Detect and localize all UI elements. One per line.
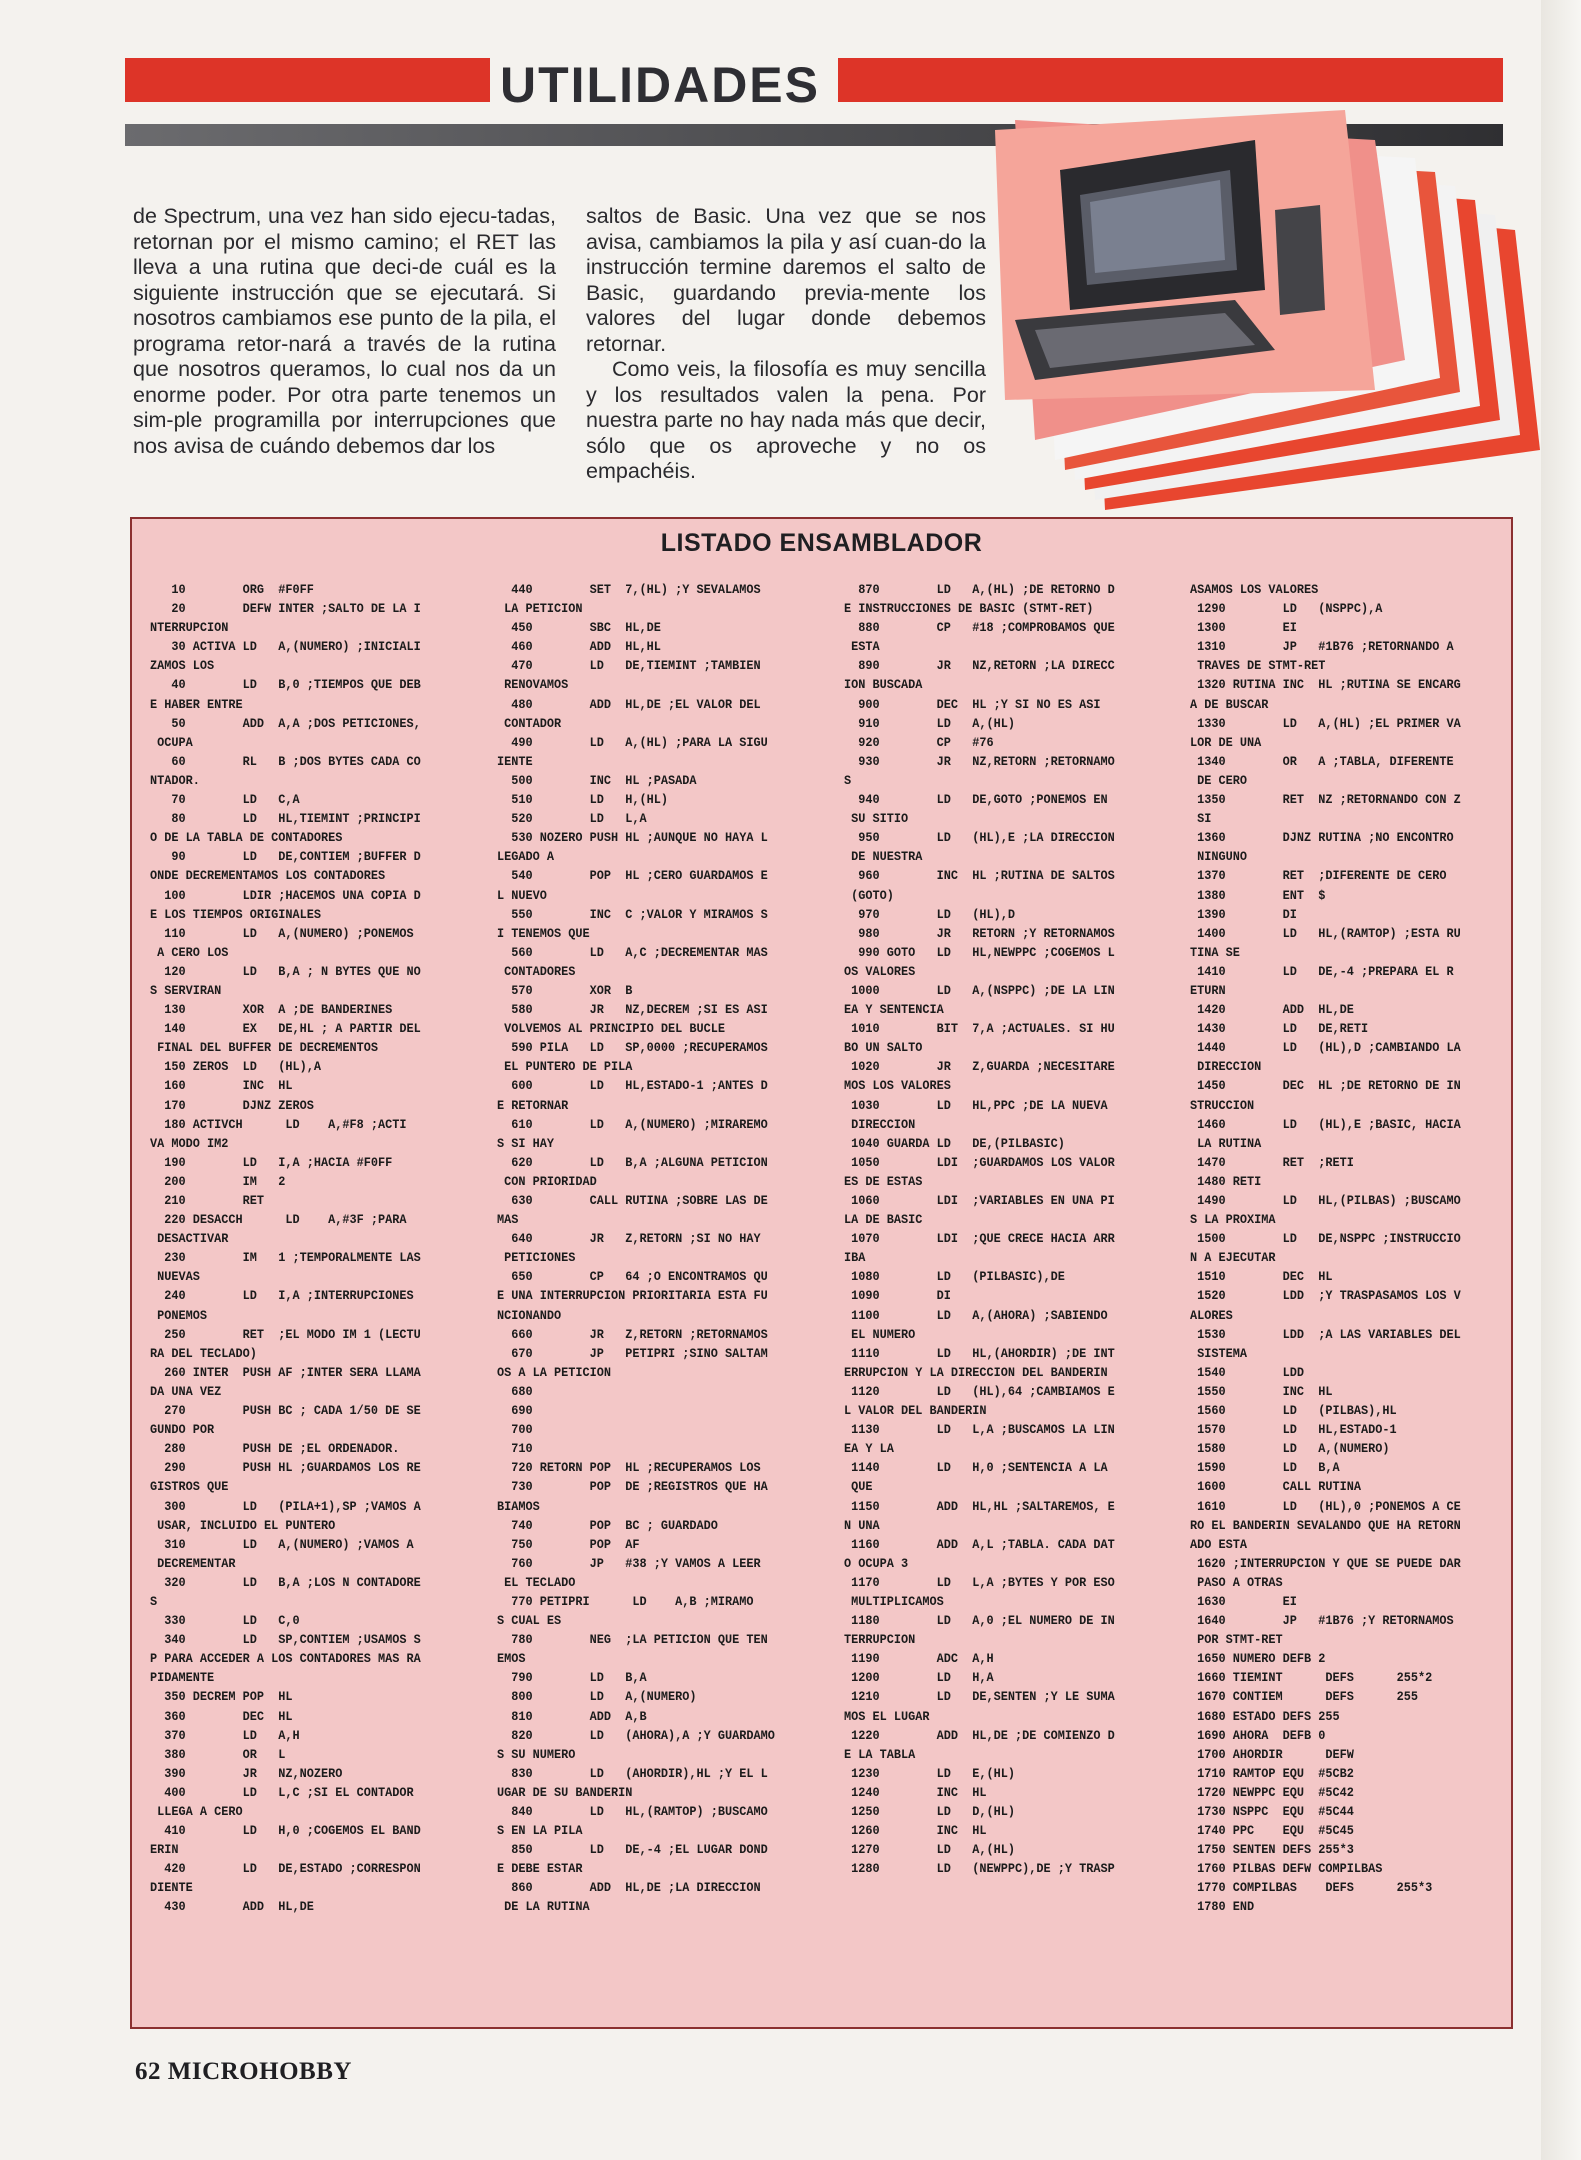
code-line: MOS LOS VALORES (844, 1079, 951, 1094)
code-line: 1300 EI (1190, 621, 1297, 636)
article-paragraph: de Spectrum, una vez han sido ejecu-tadas, retornan por el mismo camino; el RET las lleva a una rutina que deci-de cuál es la siguiente instrucción que se ejecutará. Si nosotros cambiamos ese punto de la pila, el programa retor-nará a través de la rutina que nosotros queramos, lo cual nos da un enorme poder. Por otra parte tenemos un sim-ple programilla por interrupciones que nos avisa de cuándo debemos dar los (133, 204, 556, 458)
code-line: 1270 LD A,(HL) (844, 1843, 1016, 1858)
code-line: SI (1190, 812, 1212, 827)
code-line: RA DEL TECLADO) (150, 1346, 257, 1361)
code-line: 1670 CONTIEM DEFS 255 (1190, 1690, 1419, 1705)
code-line: 350 DECREM POP HL (150, 1690, 293, 1705)
code-line: 1230 LD E,(HL) (844, 1766, 1016, 1781)
code-line: MAS (497, 1213, 519, 1228)
article-paragraph: saltos de Basic. Una vez que se nos avisa, cambiamos la pila y así cuan-do la instrucción termine daremos el salto de Basic, guardando previa-mente los valores del lugar donde debemos retornar. (586, 204, 986, 356)
code-line: ZAMOS LOS (150, 659, 215, 674)
code-line: 840 LD HL,(RAMTOP) ;BUSCAMO (497, 1805, 768, 1819)
code-line: 1650 NUMERO DEFB 2 (1190, 1652, 1326, 1667)
code-line: TERRUPCION (844, 1633, 916, 1648)
code-line: 300 LD (PILA+1),SP ;VAMOS A (150, 1499, 421, 1514)
code-line: 180 ACTIVCH LD A,#F8 ;ACTI (150, 1117, 407, 1132)
code-line: 470 LD DE,TIEMINT ;TAMBIEN (497, 659, 761, 674)
code-line: 590 PILA LD SP,0000 ;RECUPERAMOS (497, 1041, 768, 1056)
code-line: DIRECCION (844, 1117, 916, 1132)
code-line: DIRECCION (1190, 1060, 1262, 1075)
code-line: 290 PUSH HL ;GUARDAMOS LOS RE (150, 1461, 421, 1476)
code-line: 1160 ADD A,L ;TABLA. CADA DAT (844, 1537, 1115, 1552)
code-line: 1090 DI (844, 1289, 951, 1304)
listing-column-3 (844, 581, 1158, 1879)
code-line: 200 IM 2 (150, 1174, 286, 1189)
code-line: 190 LD I,A ;HACIA #F0FF (150, 1155, 393, 1170)
code-line: 1290 LD (NSPPC),A (1190, 602, 1383, 617)
code-line: A DE BUSCAR (1190, 697, 1269, 712)
code-line: ONDE DECREMENTAMOS LOS CONTADORES (150, 869, 386, 884)
code-line: 270 PUSH BC ; CADA 1/50 DE SE (150, 1404, 421, 1419)
code-line: 1600 CALL RUTINA (1190, 1480, 1362, 1495)
code-line: PONEMOS (150, 1308, 208, 1323)
code-line: S SU NUMERO (497, 1747, 576, 1762)
code-line: LOR DE UNA (1190, 735, 1262, 750)
code-line: 1520 LDD ;Y TRASPASAMOS LOS V (1190, 1289, 1461, 1304)
listing-column-4 (1190, 581, 1504, 1918)
code-line: 850 LD DE,-4 ;EL LUGAR DOND (497, 1843, 768, 1858)
code-line: P PARA ACCEDER A LOS CONTADORES MAS RA (150, 1652, 421, 1667)
code-line: 860 ADD HL,DE ;LA DIRECCION (497, 1881, 761, 1896)
code-line: S (150, 1594, 158, 1609)
code-line: 770 PETIPRI LD A,B ;MIRAMO (497, 1594, 754, 1609)
code-line: 330 LD C,0 (150, 1614, 300, 1629)
code-line: DESACTIVAR (150, 1232, 229, 1247)
code-line: 540 POP HL ;CERO GUARDAMOS E (497, 869, 768, 884)
code-line: 80 LD HL,TIEMINT ;PRINCIPI (150, 812, 421, 827)
code-line: 1740 PPC EQU #5C45 (1190, 1824, 1354, 1839)
code-line: CON PRIORIDAD (497, 1174, 597, 1189)
code-line: E HABER ENTRE (150, 697, 243, 712)
code-line: 150 ZEROS LD (HL),A (150, 1060, 322, 1075)
code-line: 730 POP DE ;REGISTROS QUE HA (497, 1480, 768, 1495)
code-line: 1320 RUTINA INC HL ;RUTINA SE ENCARG (1190, 678, 1461, 693)
code-line: 1180 LD A,0 ;EL NUMERO DE IN (844, 1614, 1115, 1629)
computer-monitor-icon (1060, 140, 1265, 310)
code-line: 500 INC HL ;PASADA (497, 773, 697, 788)
code-line: 900 DEC HL ;Y SI NO ES ASI (844, 697, 1101, 712)
code-line: NUEVAS (150, 1270, 200, 1285)
code-line: FINAL DEL BUFFER DE DECREMENTOS (150, 1041, 379, 1056)
code-line: S SI HAY (497, 1136, 555, 1151)
code-line: L VALOR DEL BANDERIN (844, 1404, 987, 1419)
code-line: 1360 DJNZ RUTINA ;NO ENCONTRO (1190, 831, 1454, 846)
code-line: TRAVES DE STMT-RET (1190, 659, 1326, 674)
code-line: 430 ADD HL,DE (150, 1900, 314, 1915)
code-line: 560 LD A,C ;DECREMENTAR MAS (497, 945, 768, 960)
code-line: A CERO LOS (150, 945, 229, 960)
code-line: 1010 BIT 7,A ;ACTUALES. SI HU (844, 1022, 1115, 1037)
code-line: OS VALORES (844, 964, 916, 979)
code-line: 1150 ADD HL,HL ;SALTAREMOS, E (844, 1499, 1115, 1514)
code-line: 260 INTER PUSH AF ;INTER SERA LLAMA (150, 1365, 421, 1380)
code-line: 40 LD B,0 ;TIEMPOS QUE DEB (150, 678, 421, 693)
code-line: 1730 NSPPC EQU #5C44 (1190, 1805, 1354, 1819)
code-line: SU SITIO (844, 812, 909, 827)
code-line: 1200 LD H,A (844, 1671, 994, 1686)
code-line: 580 JR NZ,DECREM ;SI ES ASI (497, 1003, 768, 1018)
code-line: CONTADORES (497, 964, 576, 979)
code-line: 1470 RET ;RETI (1190, 1155, 1354, 1170)
code-line: NCIONANDO (497, 1308, 562, 1323)
code-line: ADO ESTA (1190, 1537, 1248, 1552)
code-line: 1640 JP #1B76 ;Y RETORNAMOS (1190, 1614, 1454, 1629)
code-line: 870 LD A,(HL) ;DE RETORNO D (844, 583, 1115, 597)
code-line: 650 CP 64 ;O ENCONTRAMOS QU (497, 1270, 768, 1285)
code-line: TINA SE (1190, 945, 1240, 960)
code-line: POR STMT-RET (1190, 1633, 1283, 1648)
code-line: (GOTO) (844, 888, 894, 903)
code-line: 1280 LD (NEWPPC),DE ;Y TRASP (844, 1862, 1115, 1877)
code-line: 1580 LD A,(NUMERO) (1190, 1442, 1390, 1457)
code-line: 1000 LD A,(NSPPC) ;DE LA LIN (844, 983, 1115, 998)
code-line: 480 ADD HL,DE ;EL VALOR DEL (497, 697, 761, 712)
code-line: 620 LD B,A ;ALGUNA PETICION (497, 1155, 768, 1170)
code-line: 1440 LD (HL),D ;CAMBIANDO LA (1190, 1041, 1461, 1056)
code-line: 1130 LD L,A ;BUSCAMOS LA LIN (844, 1423, 1115, 1438)
code-line: LA DE BASIC (844, 1213, 923, 1228)
code-line: 1720 NEWPPC EQU #5C42 (1190, 1785, 1354, 1800)
code-line: 600 LD HL,ESTADO-1 ;ANTES D (497, 1079, 768, 1094)
code-line: EMOS (497, 1652, 526, 1667)
code-line: 1310 JP #1B76 ;RETORNANDO A (1190, 640, 1454, 655)
code-line: 1400 LD HL,(RAMTOP) ;ESTA RU (1190, 926, 1461, 941)
code-line: 1550 INC HL (1190, 1384, 1333, 1399)
code-line: 1240 INC HL (844, 1785, 987, 1800)
code-line: 370 LD A,H (150, 1728, 300, 1743)
code-line: 960 INC HL ;RUTINA DE SALTOS (844, 869, 1115, 884)
listing-box (130, 517, 1513, 2029)
code-line: 1460 LD (HL),E ;BASIC, HACIA (1190, 1117, 1461, 1132)
code-line: 1690 AHORA DEFB 0 (1190, 1728, 1326, 1743)
code-line: 220 DESACCH LD A,#3F ;PARA (150, 1213, 407, 1228)
code-line: ION BUSCADA (844, 678, 923, 693)
code-line: 120 LD B,A ; N BYTES QUE NO (150, 964, 421, 979)
code-line: IBA (844, 1251, 866, 1266)
article-column-2 (586, 204, 986, 485)
code-line: 750 POP AF (497, 1537, 640, 1552)
code-line: E LA TABLA (844, 1747, 916, 1762)
code-line: S (844, 773, 852, 788)
code-line: 1250 LD D,(HL) (844, 1805, 1016, 1819)
code-line: 1190 ADC A,H (844, 1652, 994, 1667)
article-column-1 (133, 204, 556, 459)
code-line: ETURN (1190, 983, 1226, 998)
code-line: I TENEMOS QUE (497, 926, 590, 941)
code-line: 830 LD (AHORDIR),HL ;Y EL L (497, 1766, 768, 1781)
code-line: EA Y LA (844, 1442, 894, 1457)
code-line: 520 LD L,A (497, 812, 647, 827)
code-line: DIENTE (150, 1881, 193, 1896)
code-line: 1530 LDD ;A LAS VARIABLES DEL (1190, 1327, 1461, 1342)
code-line: BIAMOS (497, 1499, 540, 1514)
code-line: 400 LD L,C ;SI EL CONTADOR (150, 1785, 414, 1800)
code-line: USAR, INCLUIDO EL PUNTERO (150, 1518, 336, 1533)
header-red-bar-left (125, 58, 490, 102)
code-line: UGAR DE SU BANDERIN (497, 1785, 633, 1800)
code-line: 340 LD SP,CONTIEM ;USAMOS S (150, 1633, 421, 1648)
code-line: 1630 EI (1190, 1594, 1297, 1609)
code-line: 1340 OR A ;TABLA, DIFERENTE (1190, 754, 1454, 769)
code-line: 1410 LD DE,-4 ;PREPARA EL R (1190, 964, 1454, 979)
code-line: 1390 DI (1190, 907, 1297, 922)
code-line: 690 (497, 1404, 533, 1419)
code-line: 890 JR NZ,RETORN ;LA DIRECC (844, 659, 1115, 674)
code-line: 930 JR NZ,RETORN ;RETORNAMO (844, 754, 1115, 769)
code-line: 940 LD DE,GOTO ;PONEMOS EN (844, 793, 1108, 808)
code-line: 1070 LDI ;QUE CRECE HACIA ARR (844, 1232, 1115, 1247)
code-line: 460 ADD HL,HL (497, 640, 661, 655)
code-line: 230 IM 1 ;TEMPORALMENTE LAS (150, 1251, 421, 1266)
code-line: 680 (497, 1384, 533, 1399)
code-line: 1060 LDI ;VARIABLES EN UNA PI (844, 1194, 1115, 1208)
code-line: MULTIPLICAMOS (844, 1594, 944, 1609)
code-line: 380 OR L (150, 1747, 286, 1762)
code-line: QUE (844, 1480, 873, 1495)
code-line: 1450 DEC HL ;DE RETORNO DE IN (1190, 1079, 1461, 1094)
code-line: 440 SET 7,(HL) ;Y SEVALAMOS (497, 583, 761, 597)
code-line: 60 RL B ;DOS BYTES CADA CO (150, 754, 421, 769)
code-line: 530 NOZERO PUSH HL ;AUNQUE NO HAYA L (497, 831, 768, 846)
code-line: LA RUTINA (1190, 1136, 1262, 1151)
code-line: SISTEMA (1190, 1346, 1248, 1361)
header-red-bar-right (838, 58, 1503, 102)
code-line: 1590 LD B,A (1190, 1461, 1340, 1476)
code-line: EL PUNTERO DE PILA (497, 1060, 633, 1075)
code-line: 510 LD H,(HL) (497, 793, 669, 808)
code-line: ALORES (1190, 1308, 1233, 1323)
code-line: 810 ADD A,B (497, 1709, 647, 1724)
listing-column-1 (150, 581, 464, 1918)
code-line: E RETORNAR (497, 1098, 569, 1113)
code-line: 1110 LD HL,(AHORDIR) ;DE INT (844, 1346, 1115, 1361)
code-line: 1210 LD DE,SENTEN ;Y LE SUMA (844, 1690, 1115, 1705)
code-line: 610 LD A,(NUMERO) ;MIRAREMO (497, 1117, 768, 1132)
code-line: 70 LD C,A (150, 793, 300, 808)
code-line: PIDAMENTE (150, 1671, 215, 1686)
code-line: 880 CP #18 ;COMPROBAMOS QUE (844, 621, 1115, 636)
code-line: 110 LD A,(NUMERO) ;PONEMOS (150, 926, 414, 941)
code-line: 1140 LD H,0 ;SENTENCIA A LA (844, 1461, 1108, 1476)
code-line: 1100 LD A,(AHORA) ;SABIENDO (844, 1308, 1108, 1323)
code-line: 1770 COMPILBAS DEFS 255*3 (1190, 1881, 1433, 1896)
article-paragraph: Como veis, la filosofía es muy sencilla y los resultados valen la pena. Por nuestra parte no hay nada más que decir, sólo que os aproveche y no os empachéis. (586, 357, 986, 483)
code-line: 310 LD A,(NUMERO) ;VAMOS A (150, 1537, 414, 1552)
code-line: 550 INC C ;VALOR Y MIRAMOS S (497, 907, 768, 922)
code-line: 30 ACTIVA LD A,(NUMERO) ;INICIALI (150, 640, 421, 655)
code-line: LA PETICION (497, 602, 583, 617)
code-line: 1080 LD (PILBASIC),DE (844, 1270, 1065, 1285)
code-line: LEGADO A (497, 850, 555, 865)
code-line: 1040 GUARDA LD DE,(PILBASIC) (844, 1136, 1065, 1151)
code-line: EL TECLADO (497, 1575, 576, 1590)
code-line: ERRUPCION Y LA DIRECCION DEL BANDERIN (844, 1365, 1108, 1380)
code-line: E DEBE ESTAR (497, 1862, 583, 1877)
code-line: 250 RET ;EL MODO IM 1 (LECTU (150, 1327, 421, 1342)
code-line: E INSTRUCCIONES DE BASIC (STMT-RET) (844, 602, 1094, 617)
code-line: 1430 LD DE,RETI (1190, 1022, 1369, 1037)
code-line: S EN LA PILA (497, 1824, 583, 1839)
code-line: 670 JP PETIPRI ;SINO SALTAM (497, 1346, 768, 1361)
code-line: RENOVAMOS (497, 678, 569, 693)
code-line: E LOS TIEMPOS ORIGINALES (150, 907, 322, 922)
code-line: 780 NEG ;LA PETICION QUE TEN (497, 1633, 768, 1648)
code-line: VOLVEMOS AL PRINCIPIO DEL BUCLE (497, 1022, 726, 1037)
code-line: 950 LD (HL),E ;LA DIRECCION (844, 831, 1115, 846)
listing-column-2 (497, 581, 811, 1918)
computer-illustration (975, 110, 1555, 535)
code-line: 1220 ADD HL,DE ;DE COMIENZO D (844, 1728, 1115, 1743)
code-line: 1170 LD L,A ;BYTES Y POR ESO (844, 1575, 1115, 1590)
code-line: 360 DEC HL (150, 1709, 293, 1724)
code-line: 1680 ESTADO DEFS 255 (1190, 1709, 1340, 1724)
code-line: DECREMENTAR (150, 1556, 236, 1571)
code-line: N UNA (844, 1518, 880, 1533)
code-line: L NUEVO (497, 888, 547, 903)
page-footer: 62 MICROHOBBY (135, 2058, 352, 2085)
code-line: 240 LD I,A ;INTERRUPCIONES (150, 1289, 414, 1304)
code-line: 1510 DEC HL (1190, 1270, 1333, 1285)
code-line: 1500 LD DE,NSPPC ;INSTRUCCIO (1190, 1232, 1461, 1247)
code-line: 140 EX DE,HL ; A PARTIR DEL (150, 1022, 421, 1037)
code-line: 1610 LD (HL),0 ;PONEMOS A CE (1190, 1499, 1461, 1514)
code-line: 640 JR Z,RETORN ;SI NO HAY (497, 1232, 761, 1247)
code-line: EA Y SENTENCIA (844, 1003, 944, 1018)
code-line: 100 LDIR ;HACEMOS UNA COPIA D (150, 888, 421, 903)
code-line: PASO A OTRAS (1190, 1575, 1283, 1590)
code-line: 790 LD B,A (497, 1671, 647, 1686)
code-line: 720 RETORN POP HL ;RECUPERAMOS LOS (497, 1461, 761, 1476)
code-line: E UNA INTERRUPCION PRIORITARIA ESTA FU (497, 1289, 768, 1304)
code-line: 800 LD A,(NUMERO) (497, 1690, 697, 1705)
code-line: S CUAL ES (497, 1614, 562, 1629)
code-line: 320 LD B,A ;LOS N CONTADORE (150, 1575, 421, 1590)
code-line: 1350 RET NZ ;RETORNANDO CON Z (1190, 793, 1461, 808)
code-line: 90 LD DE,CONTIEM ;BUFFER D (150, 850, 421, 865)
code-line: OCUPA (150, 735, 193, 750)
code-line: 20 DEFW INTER ;SALTO DE LA I (150, 602, 421, 617)
code-line: DE LA RUTINA (497, 1900, 590, 1915)
code-line: NINGUNO (1190, 850, 1248, 865)
code-line: 1560 LD (PILBAS),HL (1190, 1404, 1397, 1419)
code-line: 1020 JR Z,GUARDA ;NECESITARE (844, 1060, 1115, 1075)
code-line: 570 XOR B (497, 983, 633, 998)
code-line: RO EL BANDERIN SEVALANDO QUE HA RETORN (1190, 1518, 1461, 1533)
code-line: 1620 ;INTERRUPCION Y QUE SE PUEDE DAR (1190, 1556, 1461, 1571)
code-line: STRUCCION (1190, 1098, 1255, 1113)
listing-title: LISTADO ENSAMBLADOR (660, 529, 983, 557)
code-line: 710 (497, 1442, 533, 1457)
code-line: 1030 LD HL,PPC ;DE LA NUEVA (844, 1098, 1108, 1113)
code-line: 280 PUSH DE ;EL ORDENADOR. (150, 1442, 400, 1457)
code-line: 970 LD (HL),D (844, 907, 1016, 922)
code-line: DE CERO (1190, 773, 1248, 788)
code-line: PETICIONES (497, 1251, 576, 1266)
code-line: ES DE ESTAS (844, 1174, 923, 1189)
code-line: 1330 LD A,(HL) ;EL PRIMER VA (1190, 716, 1461, 731)
code-line: 410 LD H,0 ;COGEMOS EL BAND (150, 1824, 421, 1839)
section-title: UTILIDADES (500, 57, 820, 113)
code-line: DE NUESTRA (844, 850, 923, 865)
code-line: GUNDO POR (150, 1423, 215, 1438)
code-line: 1700 AHORDIR DEFW (1190, 1747, 1354, 1762)
code-line: 820 LD (AHORA),A ;Y GUARDAMO (497, 1728, 775, 1743)
code-line: 1710 RAMTOP EQU #5CB2 (1190, 1766, 1354, 1781)
code-line: S LA PROXIMA (1190, 1213, 1276, 1228)
code-line: 1660 TIEMINT DEFS 255*2 (1190, 1671, 1433, 1686)
code-line: LLEGA A CERO (150, 1805, 243, 1819)
code-line: EL NUMERO (844, 1327, 916, 1342)
code-line: 160 INC HL (150, 1079, 293, 1094)
code-line: 170 DJNZ ZEROS (150, 1098, 314, 1113)
code-line: 980 JR RETORN ;Y RETORNAMOS (844, 926, 1115, 941)
code-line: 50 ADD A,A ;DOS PETICIONES, (150, 716, 421, 731)
code-line: 1780 END (1190, 1900, 1255, 1915)
code-line: 1380 ENT $ (1190, 888, 1326, 903)
code-line: 740 POP BC ; GUARDADO (497, 1518, 718, 1533)
code-line: ESTA (844, 640, 880, 655)
code-line: 660 JR Z,RETORN ;RETORNAMOS (497, 1327, 768, 1342)
code-line: 1570 LD HL,ESTADO-1 (1190, 1423, 1397, 1438)
code-line: ASAMOS LOS VALORES (1190, 583, 1319, 597)
code-line: 1480 RETI (1190, 1174, 1262, 1189)
code-line: 630 CALL RUTINA ;SOBRE LAS DE (497, 1194, 768, 1208)
code-line: 920 CP #76 (844, 735, 994, 750)
code-line: VA MODO IM2 (150, 1136, 229, 1151)
code-line: BO UN SALTO (844, 1041, 923, 1056)
code-line: 700 (497, 1423, 533, 1438)
code-line: ERIN (150, 1843, 179, 1858)
code-line: 1760 PILBAS DEFW COMPILBAS (1190, 1862, 1383, 1877)
code-line: 210 RET (150, 1194, 265, 1208)
code-line: S SERVIRAN (150, 983, 222, 998)
code-line: N A EJECUTAR (1190, 1251, 1276, 1266)
code-line: 10 ORG #F0FF (150, 583, 314, 597)
code-line: CONTADOR (497, 716, 562, 731)
code-line: 910 LD A,(HL) (844, 716, 1016, 731)
code-line: NTERRUPCION (150, 621, 229, 636)
code-line: 1050 LDI ;GUARDAMOS LOS VALOR (844, 1155, 1115, 1170)
code-line: NTADOR. (150, 773, 200, 788)
code-line: 760 JP #38 ;Y VAMOS A LEER (497, 1556, 761, 1571)
code-line: 1420 ADD HL,DE (1190, 1003, 1354, 1018)
code-line: O DE LA TABLA DE CONTADORES (150, 831, 343, 846)
code-line: 420 LD DE,ESTADO ;CORRESPON (150, 1862, 421, 1877)
code-line: O OCUPA 3 (844, 1556, 909, 1571)
code-line: IENTE (497, 754, 533, 769)
code-line: 1750 SENTEN DEFS 255*3 (1190, 1843, 1354, 1858)
code-line: 1370 RET ;DIFERENTE DE CERO (1190, 869, 1447, 884)
code-line: MOS EL LUGAR (844, 1709, 930, 1724)
code-line: DA UNA VEZ (150, 1384, 222, 1399)
code-line: 390 JR NZ,NOZERO (150, 1766, 343, 1781)
code-line: 1540 LDD (1190, 1365, 1305, 1380)
code-line: 990 GOTO LD HL,NEWPPC ;COGEMOS L (844, 945, 1115, 960)
code-line: GISTROS QUE (150, 1480, 229, 1495)
code-line: 450 SBC HL,DE (497, 621, 661, 636)
code-line: 1260 INC HL (844, 1824, 987, 1839)
code-line: 1120 LD (HL),64 ;CAMBIAMOS E (844, 1384, 1115, 1399)
code-line: 130 XOR A ;DE BANDERINES (150, 1003, 393, 1018)
code-line: 490 LD A,(HL) ;PARA LA SIGU (497, 735, 768, 750)
code-line: 1490 LD HL,(PILBAS) ;BUSCAMO (1190, 1194, 1461, 1208)
code-line: OS A LA PETICION (497, 1365, 612, 1380)
